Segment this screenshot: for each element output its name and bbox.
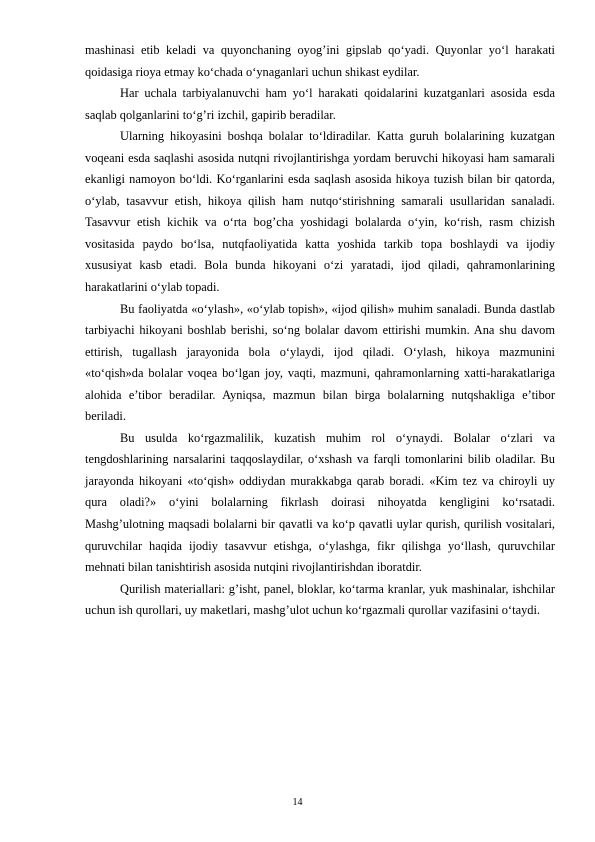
body-text (85, 40, 555, 622)
paragraph-5: Bu usulda ko‘rgazmalilik, kuzatish muhim rol o‘ynaydi. Bolalar o‘zlari va tengdoshlarining narsalarini taqqoslaydilar, o‘xshash va farqli tomonlarini bilib oladilar. Bu jarayonda hikoyani «to‘qish» oddiydan murakkabga qarab boradi. «Kim tez va chiroyli uy qura oladi?» o‘yini bolalarning fikrlash doirasi nihoyatda kengligini ko‘rsatadi. Mashg’ulotning maqsadi bolalarni bir qavatli va ko‘p qavatli uylar qurish, qurilish vositalari, quruvchilar haqida ijodiy tasavvur etishga, o‘ylashga, fikr qilishga yo‘llash, quruvchilar mehnati bilan tanishtirish asosida nutqini rivojlantirishdan iboratdir. (85, 430, 555, 575)
paragraph-6: Qurilish materiallari: g’isht, panel, bloklar, ko‘tarma kranlar, yuk mashinalar, ishchilar uchun ish qurollari, uy maketlari, mashg’ulot uchun ko‘rgazmali qurollar vazifasini o‘taydi. (85, 581, 555, 618)
page-number: 14 (292, 797, 303, 808)
paragraph-4: Bu faoliyatda «o‘ylash», «o‘ylab topish», «ijod qilish» muhim sanaladi. Bunda dastlab tarbiyachi hikoyani boshlab berishi, so‘ng bolalar davom ettirishi mumkin. Ana shu davom ettirish, tugallash jarayonida bola o‘ylaydi, ijod qiladi. O‘ylash, hikoya mazmunini «to‘qish»da bolalar voqea bo‘lgan joy, vaqti, mazmuni, qahramonlarning xatti-harakatlariga alohida e’tibor beradilar. Ayniqsa, mazmun bilan birga bolalarning nutqshakliga e’tibor beriladi. (85, 301, 555, 424)
paragraph-2: Har uchala tarbiyalanuvchi ham yo‘l harakati qoidalarini kuzatganlari asosida esda saqlab qolganlarini to‘g’ri izchil, gapirib beradilar. (85, 86, 555, 122)
paragraph-1: mashinasi etib keladi va quyonchaning oyog’ini gipslab qo‘yadi. Quyonlar yo‘l harakati qoidasiga rioya etmay ko‘chada o‘ynaganlari uchun shikast eydilar. (85, 43, 555, 79)
paragraph-3: Ularning hikoyasini boshqa bolalar to‘ldiradilar. Katta guruh bolalarining kuzatgan voqeani esda saqlashi asosida nutqni rivojlantirishga yordam beruvchi hikoyasi ham samarali ekanligi namoyon bo‘ldi. Ko‘rganlarini esda saqlash asosida hikoya tuzish bilan bir qatorda, o‘ylab, tasavvur etish, hikoya qilish ham nutqo‘stirishning samarali usullaridan sanaladi. Tasavvur etish kichik va o‘rta bog’cha yoshidagi bolalarda o‘yin, ko‘rish, rasm chizish vositasida paydo bo‘lsa, nutqfaoliyatida katta yoshida tarkib topa boshlaydi va ijodiy xususiyat kasb etadi. Bola bunda hikoyani o‘zi yaratadi, ijod qiladi, qahramonlarining harakatlarini o‘ylab topadi. (85, 129, 555, 295)
